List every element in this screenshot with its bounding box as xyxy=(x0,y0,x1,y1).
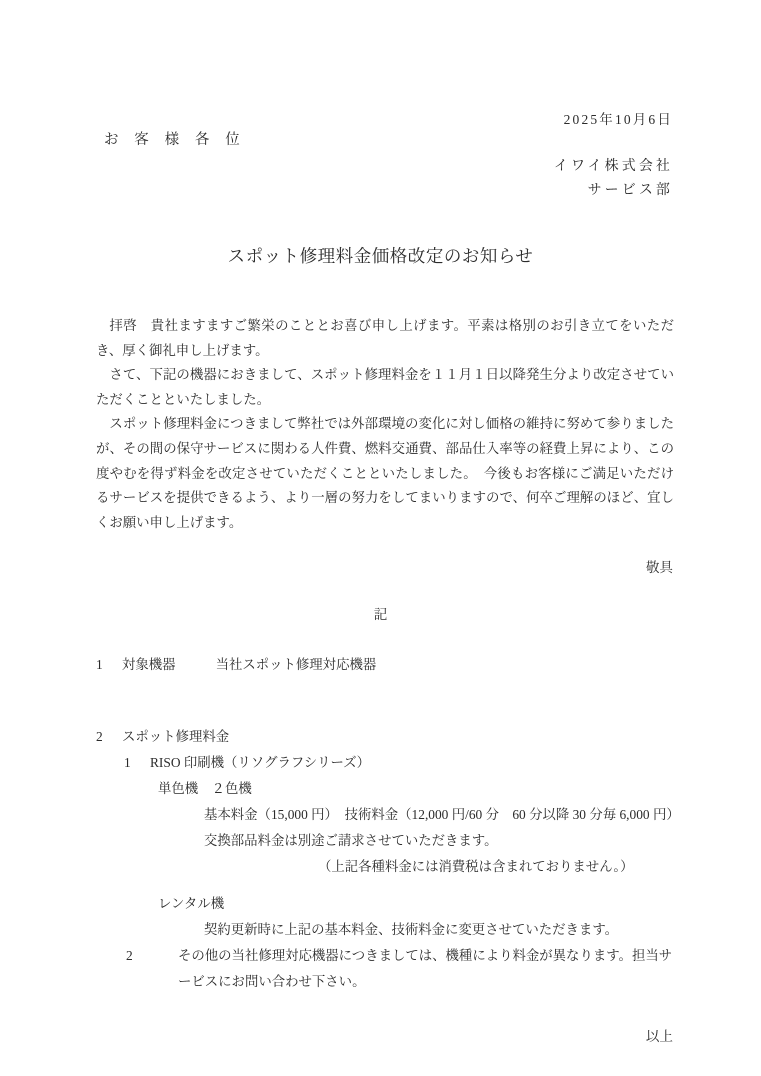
sender-company-name: イワイ株式会社 xyxy=(553,159,673,174)
document-date: 2025年10月6日 xyxy=(563,112,673,127)
list-item-repair-fee-heading xyxy=(96,724,676,750)
itemized-list xyxy=(96,652,680,995)
sender-department: サービス部 xyxy=(587,183,673,198)
parts-fee-note: 交換部品料金は別途ご請求させていただきます。 xyxy=(204,833,498,848)
body-paragraph-2: さて、下記の機器におきまして、スポット修理料金を１１月１日以降発生分より改定させていただくことといたしました。 xyxy=(96,367,674,407)
item-1-value: 当社スポット修理対応機器 xyxy=(215,657,377,672)
ki-mark: 記 xyxy=(373,607,388,622)
item-2-2-row xyxy=(126,943,676,995)
item-2-number: 2 xyxy=(96,729,103,744)
body-paragraph-3: スポット修理料金につきまして弊社では外部環境の変化に対し価格の維持に努めて参りましたが、その間の保守サービスに関わる人件費、燃料交通費、部品仕入率等の経費上昇により、この度やむを得ず料金を改定させていただくことといたしました。 今後もお客様にご満足いただけるサービスを提供できるよう、より一層の努力をしてまいりますので、何卒ご理解のほど、宜しくお願い申し上げます。 xyxy=(96,416,674,530)
list-item-riso-printer xyxy=(124,750,676,776)
list-item-target-equipment xyxy=(96,652,676,678)
addressee: お 客 様 各 位 xyxy=(104,132,246,148)
item-2-1-number: 1 xyxy=(124,755,131,770)
spacer xyxy=(96,880,676,891)
body-paragraph-1: 拝啓 貴社ますますご繁栄のこととお喜び申し上げます。平素は格別のお引き立てをいただき、厚く御礼申し上げます。 xyxy=(96,318,674,358)
end-mark: 以上 xyxy=(645,1029,673,1044)
item-1-number: 1 xyxy=(96,657,103,672)
item-2-1-label: RISO 印刷機（リソグラフシリーズ） xyxy=(150,755,370,770)
rental-contract-note: 契約更新時に上記の基本料金、技術料金に変更させていただきます。 xyxy=(204,922,619,937)
item-1-label: 対象機器 xyxy=(122,657,176,672)
tax-note: （上記各種料金には消費税は含まれておりません。） xyxy=(318,859,634,874)
list-item-other-equipment xyxy=(124,943,676,995)
machine-type-monochrome: 単色機 ２色機 xyxy=(158,781,252,796)
item-2-2-text: その他の当社修理対応機器につきましては、機種により料金が異なります。担当サービスにお問い合わせ下さい。 xyxy=(178,948,673,989)
item-2-2-number: 2 xyxy=(126,948,133,963)
machine-type-rental: レンタル機 xyxy=(158,896,225,911)
closing-salutation: 敬具 xyxy=(645,560,673,575)
price-line: 基本料金（15,000 円） 技術料金（12,000 円/60 分 60 分以降 30 分毎 6,000 円） xyxy=(204,807,680,822)
spacer xyxy=(96,678,676,724)
document-title: スポット修理料金価格改定のお知らせ xyxy=(227,246,534,266)
item-2-label: スポット修理料金 xyxy=(122,729,230,744)
document-body xyxy=(96,314,674,535)
